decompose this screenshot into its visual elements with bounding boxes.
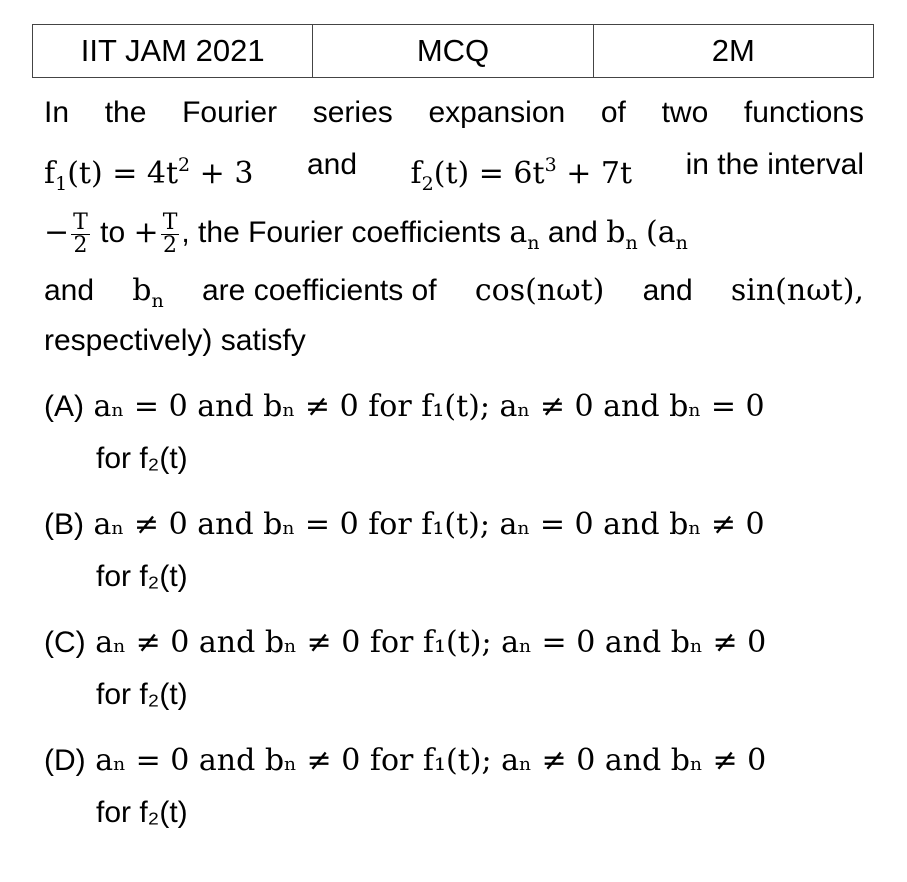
option-b-line-2: for f₂(t) [96, 560, 188, 593]
option-a-line-2: for f₂(t) [96, 442, 188, 475]
option-d-line-2: for f₂(t) [96, 796, 188, 829]
fraction-plus: $\frac{T}{2}$ [162, 209, 178, 258]
option-c[interactable]: (C) aₙ ≠ 0 and bₙ ≠ 0 for f₁(t); aₙ = 0 and bₙ ≠ 0 [44, 625, 767, 660]
option-d[interactable]: (D) aₙ = 0 and bₙ ≠ 0 for f₁(t); aₙ ≠ 0 and bₙ ≠ 0 [44, 743, 767, 778]
marks-cell: 2M [593, 25, 873, 78]
question-type-cell: MCQ [313, 25, 593, 78]
option-a[interactable]: (A) aₙ = 0 and bₙ ≠ 0 for f₁(t); aₙ ≠ 0 and bₙ = 0 [44, 389, 765, 424]
question-line-4: and $b_n$ are coefficients of cos(nωt) and sin(nωt), [44, 273, 864, 312]
question-line-1: In the Fourier series expansion of two functions [44, 96, 864, 129]
question-line-5: respectively) satisfy [44, 324, 306, 357]
function-f2: $f_2(t) = 6t^3 + 7t$ [410, 154, 633, 195]
fraction-minus: $\frac{T}{2}$ [73, 209, 88, 258]
question-line-3: − $\frac{T}{2}$ to + $\frac{T}{2}$ , the Fourier coefficients $a_n$ and $b_n$ ($a_n$ [44, 209, 688, 258]
question-header-table [32, 24, 874, 78]
exam-name-cell: IIT JAM 2021 [33, 25, 313, 78]
option-b[interactable]: (B) aₙ ≠ 0 and bₙ = 0 for f₁(t); aₙ = 0 and bₙ ≠ 0 [44, 507, 765, 542]
function-f1: $f_1(t) = 4t^2 + 3$ [44, 154, 254, 195]
option-c-line-2: for f₂(t) [96, 678, 188, 711]
question-line-2: $f_1(t) = 4t^2 + 3$ and $f_2(t) = 6t^3 + 7t$ in the interval [44, 140, 864, 209]
